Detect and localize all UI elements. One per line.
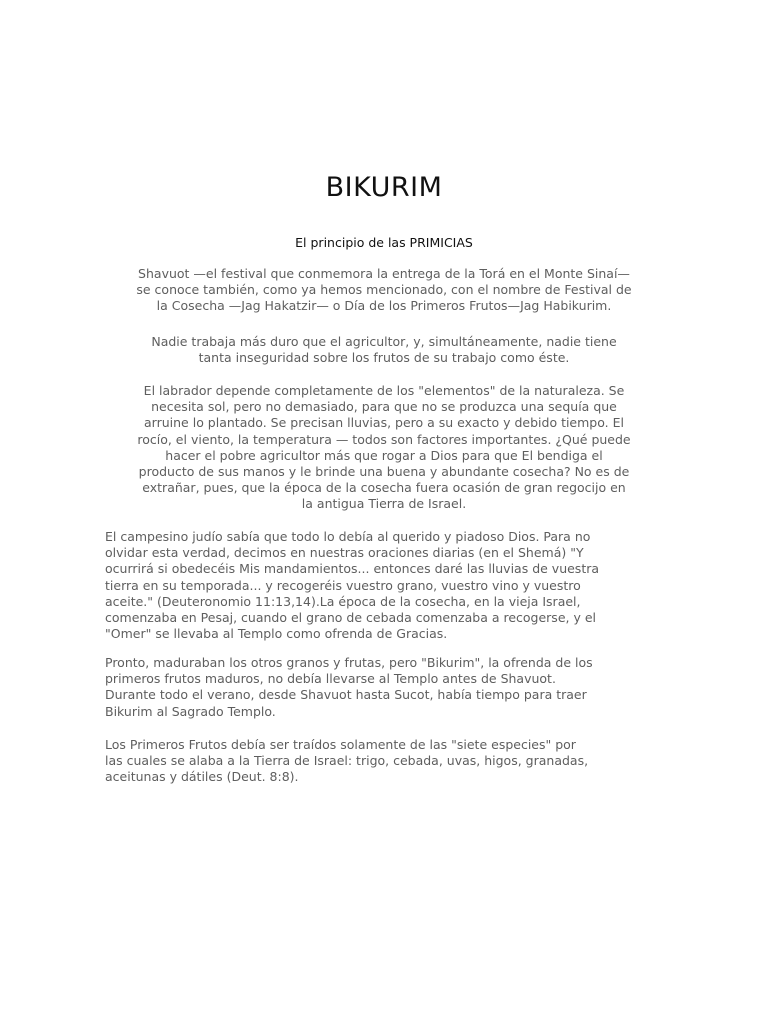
text-line: la antigua Tierra de Israel. [301,496,467,512]
text-line: aceitunas y dátiles (Deut. 8:8). [105,769,299,785]
text-line: Bikurim al Sagrado Templo. [105,703,276,719]
text-line: producto de sus manos y le brinde una buena y abundante cosecha? No es de [138,464,630,480]
document-title: BIKURIM [325,172,443,203]
text-line: la Cosecha —Jag Hakatzir— o Día de los Primeros Frutos—Jag Habikurim. [156,298,612,314]
text-line: ocurrirá si obedecéis Mis mandamientos... entonces daré las lluvias de vuestra [105,561,600,577]
text-line: Pronto, maduraban los otros granos y frutas, pero "Bikurim", la ofrenda de los [105,655,593,670]
text-line: El campesino judío sabía que todo lo debía al querido y piadoso Dios. Para no [105,529,591,544]
text-line: Durante todo el verano, desde Shavuot hasta Sucot, había tiempo para traer [105,687,587,703]
paragraph-shavuot [100,266,668,315]
text-line: aceite." (Deuteronomio 11:13,14).La época de la cosecha, en la vieja Israel, [105,593,581,609]
text-line: hacer el pobre agricultor más que rogar a Dios para que El bendiga el [165,447,603,463]
text-line: extrañar, pues, que la época de la cosecha fuera ocasión de gran regocijo en [142,480,626,496]
text-line: las cuales se alaba a la Tierra de Israel: trigo, cebada, uvas, higos, granadas, [105,753,589,769]
paragraph-primeros-frutos [105,737,670,786]
text-line: arruine lo plantado. Se precisan lluvias, pero a su exacto y debido tiempo. El [144,415,624,431]
text-line: comenzaba en Pesaj, cuando el grano de cebada comenzaba a recogerse, y el [105,610,596,626]
text-line: se conoce también, como ya hemos mencionado, con el nombre de Festival de [136,282,632,298]
text-line: rocío, el viento, la temperatura — todos son factores importantes. ¿Qué puede [137,431,631,447]
text-line: "Omer" se llevaba al Templo como ofrenda de Gracias. [105,626,448,642]
text-line: primeros frutos maduros, no debía llevarse al Templo antes de Shavuot. [105,671,556,687]
paragraph-pronto [105,655,670,720]
document-subtitle: El principio de las PRIMICIAS [295,235,473,250]
paragraph-agricultor [100,334,668,366]
text-line: El labrador depende completamente de los "elementos" de la naturaleza. Se [143,383,625,398]
text-line: Nadie trabaja más duro que el agricultor, y, simultáneamente, nadie tiene [151,334,617,349]
text-line: necesita sol, pero no demasiado, para que no se produzca una sequía que [151,399,617,415]
text-line: olvidar esta verdad, decimos en nuestras oraciones diarias (en el Shemá) "Y [105,545,584,561]
text-line: Los Primeros Frutos debía ser traídos solamente de las "siete especies" por [105,737,576,752]
paragraph-campesino [105,529,670,642]
text-line: Shavuot —el festival que conmemora la entrega de la Torá en el Monte Sinaí— [138,266,630,281]
text-line: tierra en su temporada... y recogeréis vuestro grano, vuestro vino y vuestro [105,577,581,593]
paragraph-labrador [100,383,668,513]
text-line: tanta inseguridad sobre los frutos de su trabajo como éste. [198,350,570,366]
